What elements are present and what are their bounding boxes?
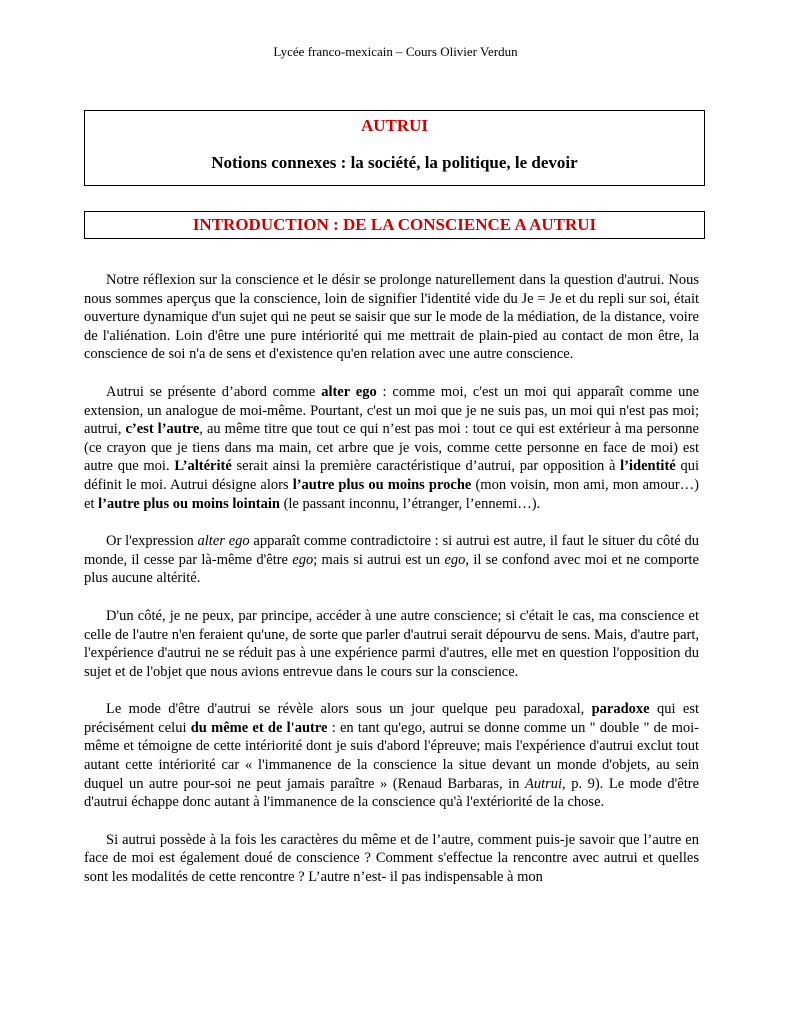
text-span: Le mode d'être d'autrui se révèle alors sous un jour quelque peu paradoxal, (106, 701, 592, 718)
text-span: ; mais si autrui est un (313, 551, 445, 568)
text-span: qui définit le moi. Autrui désigne alors (84, 458, 699, 493)
text-span: qui est précisément celui (84, 701, 699, 736)
bold-term: l’autre plus ou moins proche (292, 476, 472, 493)
page-header: Lycée franco-mexicain – Cours Olivier Verdun (273, 44, 518, 59)
bold-term: l’autre plus ou moins lointain (98, 495, 280, 512)
paragraph-6: Si autrui possède à la fois les caractères du même et de l’autre, comment puis-je savoir que l’autre en face de moi est également doué de conscience ? Comment s'effectue la rencontre avec autrui et quelles sont les modalités de cette rencontre ? L’autre n’est- il pas indispensable à mon (84, 831, 699, 886)
text-span: , il se confond avec moi et ne comporte plus aucune altérité. (84, 551, 699, 587)
text-span: : en tant qu'ego, autrui se donne comme un " double " de moi-même et témoigne de cette intériorité dont je suis d'abord l'épreuve; mais l'expérience d'autrui exclut tout autant cette intériorité car « l'immanence de la conscience la situe devant un monde d'objets, au sein duquel un autre pour-soi ne peut jamais paraître » (Renaud Barbaras, in (84, 719, 699, 792)
text-span: Autrui se présente d’abord comme (106, 383, 322, 400)
italic-term: ego (444, 551, 466, 568)
paragraph-4: D'un côté, je ne peux, par principe, accéder à une autre conscience; si c'était le cas, ma conscience et celle de l'autre n'en feraient qu'une, de sorte que parler d'autrui serait dépourvu de sens. Mais, d'autre part, l'expérience d'autrui ne se réduit pas à une expérience parmi d'autres, elle met en question l'opposition du sujet et de l'objet que nous avions entrevue dans le cours sur la conscience. (84, 607, 699, 680)
text-span: , p. 9). Le mode d'être d'autrui échappe donc autant à l'immanence de la conscience qu'à l'extériorité de la chose. (84, 775, 699, 811)
bold-term: l’identité (620, 458, 676, 475)
document-body (84, 271, 699, 906)
title-box (84, 110, 705, 186)
paragraph-1: Notre réflexion sur la conscience et le désir se prolonge naturellement dans la question d'autrui. Nous nous sommes aperçus que la conscience, loin de signifier l'identité vide du Je = Je et du repli sur soi, était ouverture dynamique d'un sujet qui ne peut se saisir que sur le mode de la médiation, de la distance, voire de l'aliénation. Loin d'être une pure intériorité qui me mettrait de plain-pied au contact de mon être, la conscience de soi n'a de sens et d'existence qu'en relation avec une autre conscience. (84, 272, 699, 363)
text-span: serait ainsi la première caractéristique d’autrui, par opposition à (231, 458, 621, 475)
text-span: (mon voisin, mon ami, mon amour…) et (84, 476, 699, 512)
italic-term: Autrui (524, 775, 563, 792)
text-span: Or l'expression (106, 533, 198, 550)
main-title: AUTRUI (360, 116, 429, 135)
bold-term: L’altérité (174, 458, 232, 475)
text-span: (le passant inconnu, l’étranger, l’ennemi…). (279, 495, 541, 512)
bold-term: paradoxe (591, 701, 650, 718)
bold-term: du même et de l'autre (190, 719, 328, 736)
italic-term: alter ego (197, 533, 250, 550)
paragraph-2 (84, 383, 699, 513)
paragraph-5 (84, 700, 699, 812)
section-title-box: INTRODUCTION : DE LA CONSCIENCE A AUTRUI (84, 211, 705, 239)
text-span: apparaît comme contradictoire : si autrui est autre, il faut le situer du côté du monde, il cesse par là-même d'être (84, 533, 699, 568)
related-notions: Notions connexes : la société, la politique, le devoir (211, 153, 578, 172)
paragraph-3 (84, 532, 699, 588)
bold-term: alter ego (321, 383, 377, 400)
text-span: : comme moi, c'est un moi qui apparaît comme une extension, un analogue de moi-même. Pourtant, c'est un moi que je ne suis pas, un moi qui n'est pas moi; autrui, (84, 383, 700, 438)
text-span: , au même titre que tout ce qui n’est pas moi : tout ce qui est extérieur à ma personne (ce crayon que je tiens dans ma main, cet arbre que je vois, comme cette personne en face de moi) est autre que moi. (84, 421, 699, 475)
bold-term: c’est l’autre (125, 421, 200, 438)
italic-term: ego (292, 551, 314, 568)
